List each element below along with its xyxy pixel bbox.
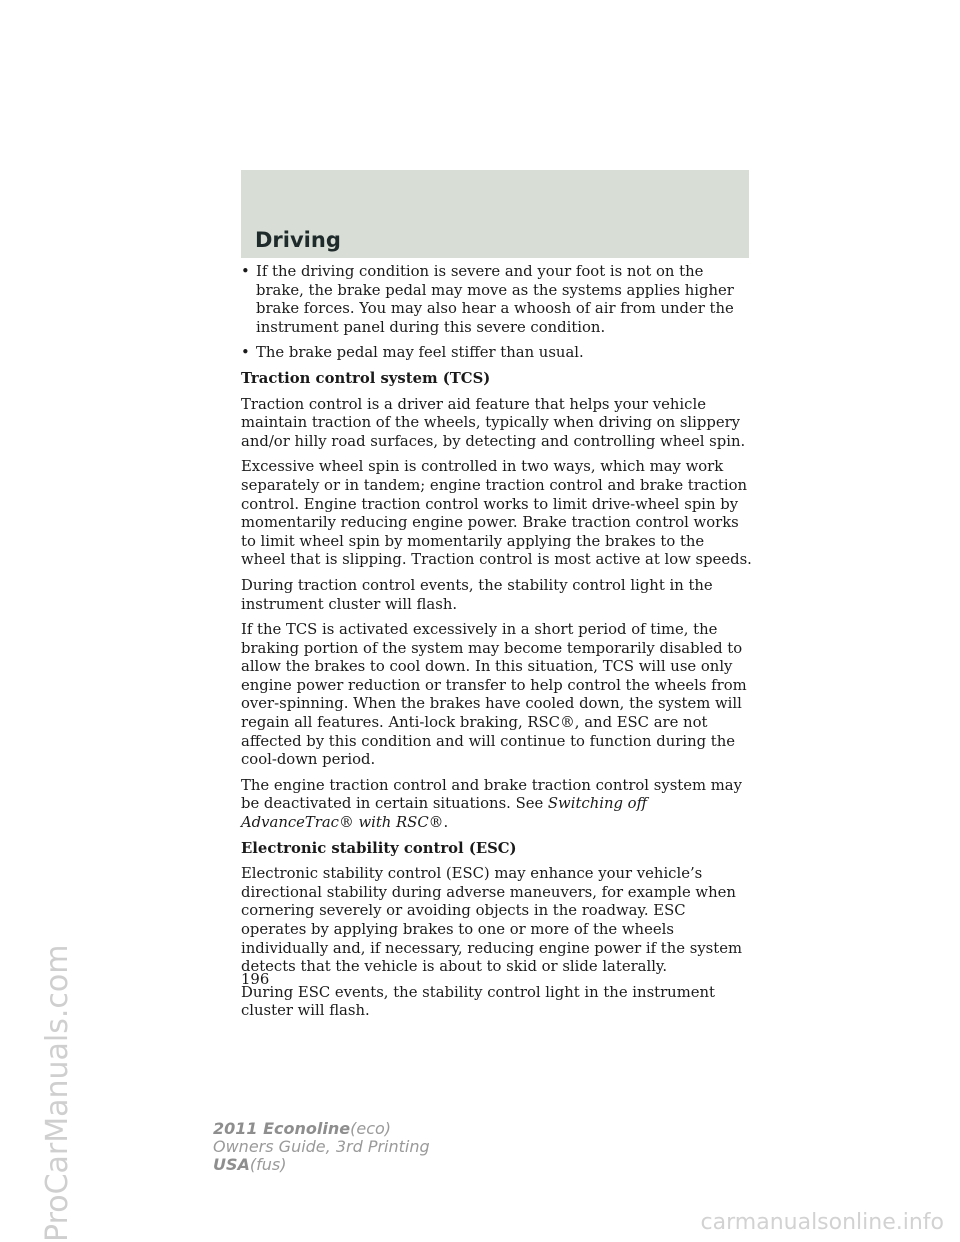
paragraph: Excessive wheel spin is controlled in two ways, which may work separately or in tandem; engine traction control and brake traction control. Engine traction control works to limit drive-wheel spin by momentarily reducing engine power. Brake traction control works to limit wheel spin by momentarily applying the brakes to the wheel that is slipping. Traction control is most active at low speeds. (241, 458, 752, 569)
paragraph: Traction control is a driver aid feature that helps your vehicle maintain traction of the wheels, typically when driving on slippery and/or hilly road surfaces, by detecting and controlling wheel spin. (241, 395, 746, 450)
footer-line (213, 1120, 430, 1138)
esc-heading: Electronic stability control (ESC) (241, 839, 517, 857)
footer-region: USA (213, 1155, 250, 1174)
tcs-heading: Traction control system (TCS) (241, 369, 491, 387)
footer-line: Owners Guide, 3rd Printing (213, 1137, 430, 1156)
footer-model-code: (eco) (350, 1119, 392, 1138)
bullet-icon: • (241, 344, 250, 362)
bullet-item (241, 263, 753, 337)
footer-region-code: (fus) (249, 1155, 287, 1174)
footer-model: 2011 Econoline (213, 1119, 351, 1138)
bullet-text: The brake pedal may feel stiffer than usual. (256, 344, 584, 362)
page-number: 196 (241, 971, 270, 988)
paragraph-end: . (443, 814, 449, 832)
cross-reference-link[interactable]: Switching off AdvanceTrac® with RSC® (241, 795, 648, 832)
paragraph: During ESC events, the stability control light in the instrument cluster will flash. (241, 983, 715, 1020)
side-watermark: ProCarManuals.com (40, 944, 75, 1242)
paragraph: If the TCS is activated excessively in a short period of time, the braking portion of the system may become temporarily disabled to allow the brakes to cool down. In this situation, TCS will use only engine power reduction or transfer to help control the wheels from over-spinning. When the brakes have cooled down, the system will regain all features. Anti-lock braking, RSC®, and ESC are not affected by this condition and will continue to function during the cool-down period. (241, 621, 747, 769)
paragraph: During traction control events, the stability control light in the instrument cluster will flash. (241, 576, 713, 613)
section-title: Driving (255, 228, 341, 252)
document-footer (213, 1120, 430, 1174)
bullet-item (241, 344, 753, 363)
footer-line (213, 1156, 430, 1174)
section-header-band (241, 170, 749, 258)
paragraph: Electronic stability control (ESC) may enhance your vehicle’s directional stability during adverse maneuvers, for example when cornering severely or avoiding objects in the roadway. ESC operates by applying brakes to one or more of the wheels individually and, if necessary, reducing engine power if the system detects that the vehicle is about to skid or slide laterally. (241, 865, 743, 976)
paragraph-text: The engine traction control and brake traction control system may be deactivated in certain situations. See (241, 776, 742, 813)
bullet-text: If the driving condition is severe and your foot is not on the brake, the brake pedal may move as the systems applies higher brake forces. You may also hear a whoosh of air from under the instrument panel during this severe condition. (256, 263, 734, 336)
page-content (241, 263, 753, 1028)
paragraph (241, 777, 753, 833)
bottom-watermark: carmanualsonline.info (700, 1210, 944, 1235)
bullet-icon: • (241, 263, 250, 280)
